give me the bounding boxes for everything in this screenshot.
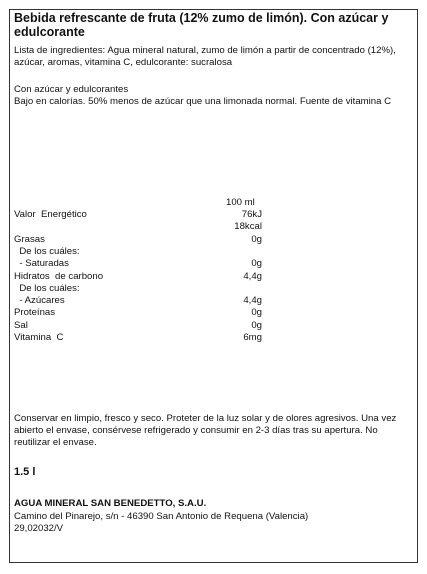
- manufacturer-address: Camino del Pinarejo, s/n - 46390 San Antonio de Requena (Valencia): [14, 511, 309, 522]
- nutrition-row: [14, 271, 414, 283]
- nutrition-row-value: 0g: [251, 258, 262, 270]
- claims-heading: Con azúcar y edulcorantes: [14, 84, 129, 95]
- manufacturer-name: AGUA MINERAL SAN BENEDETTO, S.A.U.: [14, 498, 207, 509]
- ingredients-text: Lista de ingredientes: Agua mineral natural, zumo de limón a partir de concentrado (12%), azúcar, aromas, vitamina C, edulcorante: sucralosa: [14, 45, 396, 68]
- nutrition-row-value: 76kJ: [241, 209, 262, 220]
- nutrition-row-value: 6mg: [243, 332, 262, 343]
- nutrition-row: [14, 295, 414, 307]
- nutrition-row-value: 0g: [251, 233, 262, 245]
- nutrition-row: [14, 246, 414, 258]
- nutrition-row-label: - Saturadas: [14, 258, 69, 270]
- storage-text: Conservar en limpio, fresco y seco. Proteter de la luz solar y de olores agresivos. Una vez abierto el envase, consérvese refrigerado y consumir en 2-3 días tras su apertura. No reutilizar el envase.: [14, 413, 397, 448]
- nutrition-row-label: Sal: [14, 319, 28, 331]
- package-size: 1.5 l: [14, 466, 36, 478]
- product-title: Bebida refrescante de fruta (12% zumo de limón). Con azúcar y edulcorante: [14, 11, 389, 39]
- nutrition-row: [14, 307, 414, 319]
- nutrition-row-value: 4,4g: [243, 295, 262, 307]
- nutrition-row: [14, 320, 414, 332]
- nutrition-row-value: 18kcal: [234, 221, 262, 233]
- nutrition-row-value: 4,4g: [243, 270, 262, 282]
- nutrition-row: [14, 283, 414, 295]
- nutrition-row-label: De los cuáles:: [14, 282, 80, 294]
- nutrition-row-value: 0g: [251, 307, 262, 319]
- nutrition-row: [14, 221, 414, 233]
- nutrition-row-label: Proteínas: [14, 307, 56, 319]
- manufacturer-registry: 29,02032/V: [14, 523, 64, 534]
- nutrition-row-label: - Azúcares: [14, 295, 65, 307]
- nutrition-row: [14, 332, 414, 344]
- nutrition-row-value: 0g: [251, 319, 262, 331]
- nutrition-row-label: Vitamina C: [14, 332, 64, 343]
- claims-text: Bajo en calorías. 50% menos de azúcar que una limonada normal. Fuente de vitamina C: [14, 96, 392, 107]
- nutrition-row-label: Valor Energético: [14, 209, 87, 220]
- nutrition-row-label: Grasas: [14, 233, 45, 245]
- nutrition-row: [14, 234, 414, 246]
- nutrition-column-header: 100 ml: [226, 197, 255, 208]
- nutrition-row: [14, 209, 414, 221]
- nutrition-row: [14, 258, 414, 270]
- nutrition-row-label: Hidratos de carbono: [14, 270, 104, 282]
- nutrition-row-label: De los cuáles:: [14, 245, 80, 257]
- product-label: [9, 9, 418, 563]
